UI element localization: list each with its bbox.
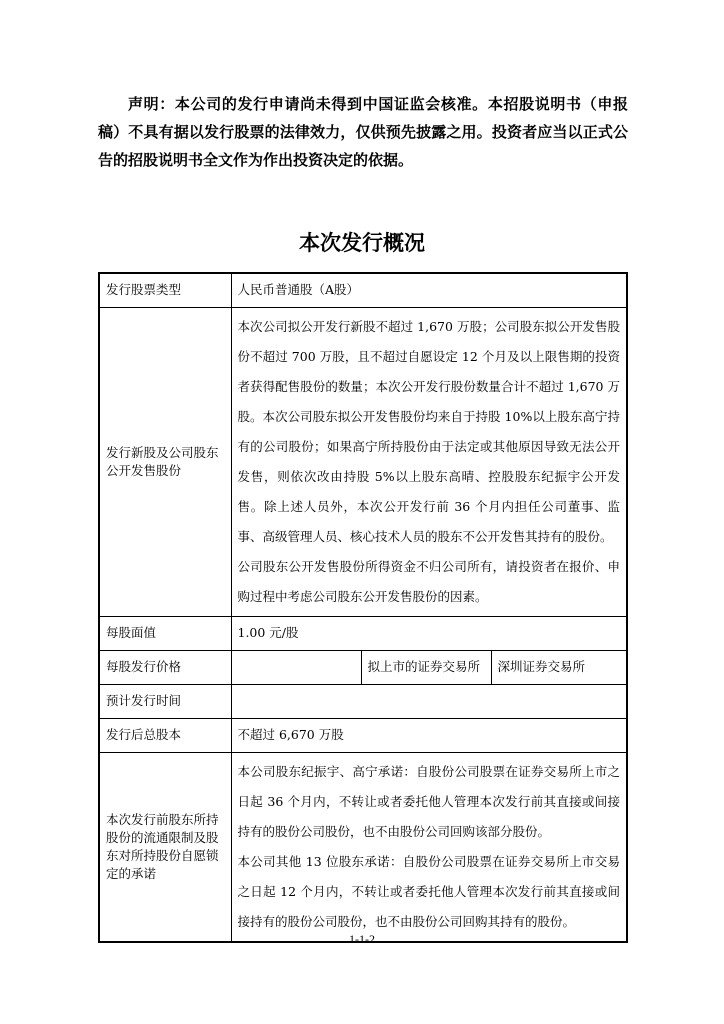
issue-price-value	[231, 650, 361, 684]
lockup-label: 本次发行前股东所持股份的流通限制及股东对所持股份自愿锁定的承诺	[99, 752, 231, 942]
table-row-total-capital	[99, 718, 627, 752]
total-capital-value: 不超过 6,670 万股	[231, 718, 627, 752]
issue-price-label: 每股发行价格	[99, 650, 231, 684]
table-row-par-value	[99, 616, 627, 650]
new-shares-paragraph-2: 公司股东公开发售股份所得资金不归公司所有，请投资者在报价、申购过程中考虑公司股东公开发售股份的因素。	[237, 558, 621, 604]
table-row-stock-type	[99, 273, 627, 307]
issue-date-label: 预计发行时间	[99, 684, 231, 718]
declaration-text: 声明：本公司的发行申请尚未得到中国证监会核准。本招股说明书（申报稿）不具有据以发行股票的法律效力，仅供预先披露之用。投资者应当以正式公告的招股说明书全文作为作出投资决定的依据。	[98, 95, 628, 169]
new-shares-label: 发行新股及公司股东公开发售股份	[99, 307, 231, 616]
stock-type-label: 发行股票类型	[99, 273, 231, 307]
table-row-issue-price	[99, 650, 627, 684]
lockup-paragraph-1: 本公司股东纪振宇、高宁承诺：自股份公司股票在证券交易所上市之日起 36 个月内，不转让或者委托他人管理本次发行前其直接或间接持有的股份公司股份，也不由股份公司回购该部分股份。	[237, 763, 621, 839]
exchange-value: 深圳证券交易所	[491, 650, 627, 684]
page-number: 1-1-2	[349, 932, 375, 946]
exchange-label: 拟上市的证券交易所	[361, 650, 491, 684]
total-capital-label: 发行后总股本	[99, 718, 231, 752]
new-shares-paragraph-1: 本次公司拟公开发行新股不超过 1,670 万股；公司股东拟公开发售股份不超过 700 万股，且不超过自愿设定 12 个月及以上限售期的投资者获得配售股份的数量；本次公开发行股份数量合计不超过 1,670 万股。本次公司股东拟公开发售股份均来自于持股 10%以上股东高宁持有的公司股份；如果高宁所持股份由于法定或其他原因导致无法公开发售，则依次改由持股 5%以上股东高晴、控股股东纪振宇公开发售。除上述人员外，本次公开发行前 36 个月内担任公司董事、监事、高级管理人员、核心技术人员的股东不公开发售其持有的股份。	[237, 318, 621, 544]
table-row-new-shares	[99, 307, 627, 616]
table-row-lockup	[99, 752, 627, 942]
par-value-value: 1.00 元/股	[231, 616, 627, 650]
page-title: 本次发行概况	[299, 231, 425, 255]
par-value-label: 每股面值	[99, 616, 231, 650]
lockup-value	[231, 752, 627, 942]
stock-type-value: 人民币普通股（A股）	[231, 273, 627, 307]
table-row-issue-date	[99, 684, 627, 718]
new-shares-value	[231, 307, 627, 616]
offering-overview-table	[98, 272, 628, 943]
issue-date-value	[231, 684, 627, 718]
lockup-paragraph-2: 本公司其他 13 位股东承诺：自股份公司股票在证券交易所上市交易之日起 12 个月内，不转让或者委托他人管理本次发行前其直接或间接持有的股份公司股份，也不由股份公司回购其持有的股份。	[237, 853, 621, 929]
